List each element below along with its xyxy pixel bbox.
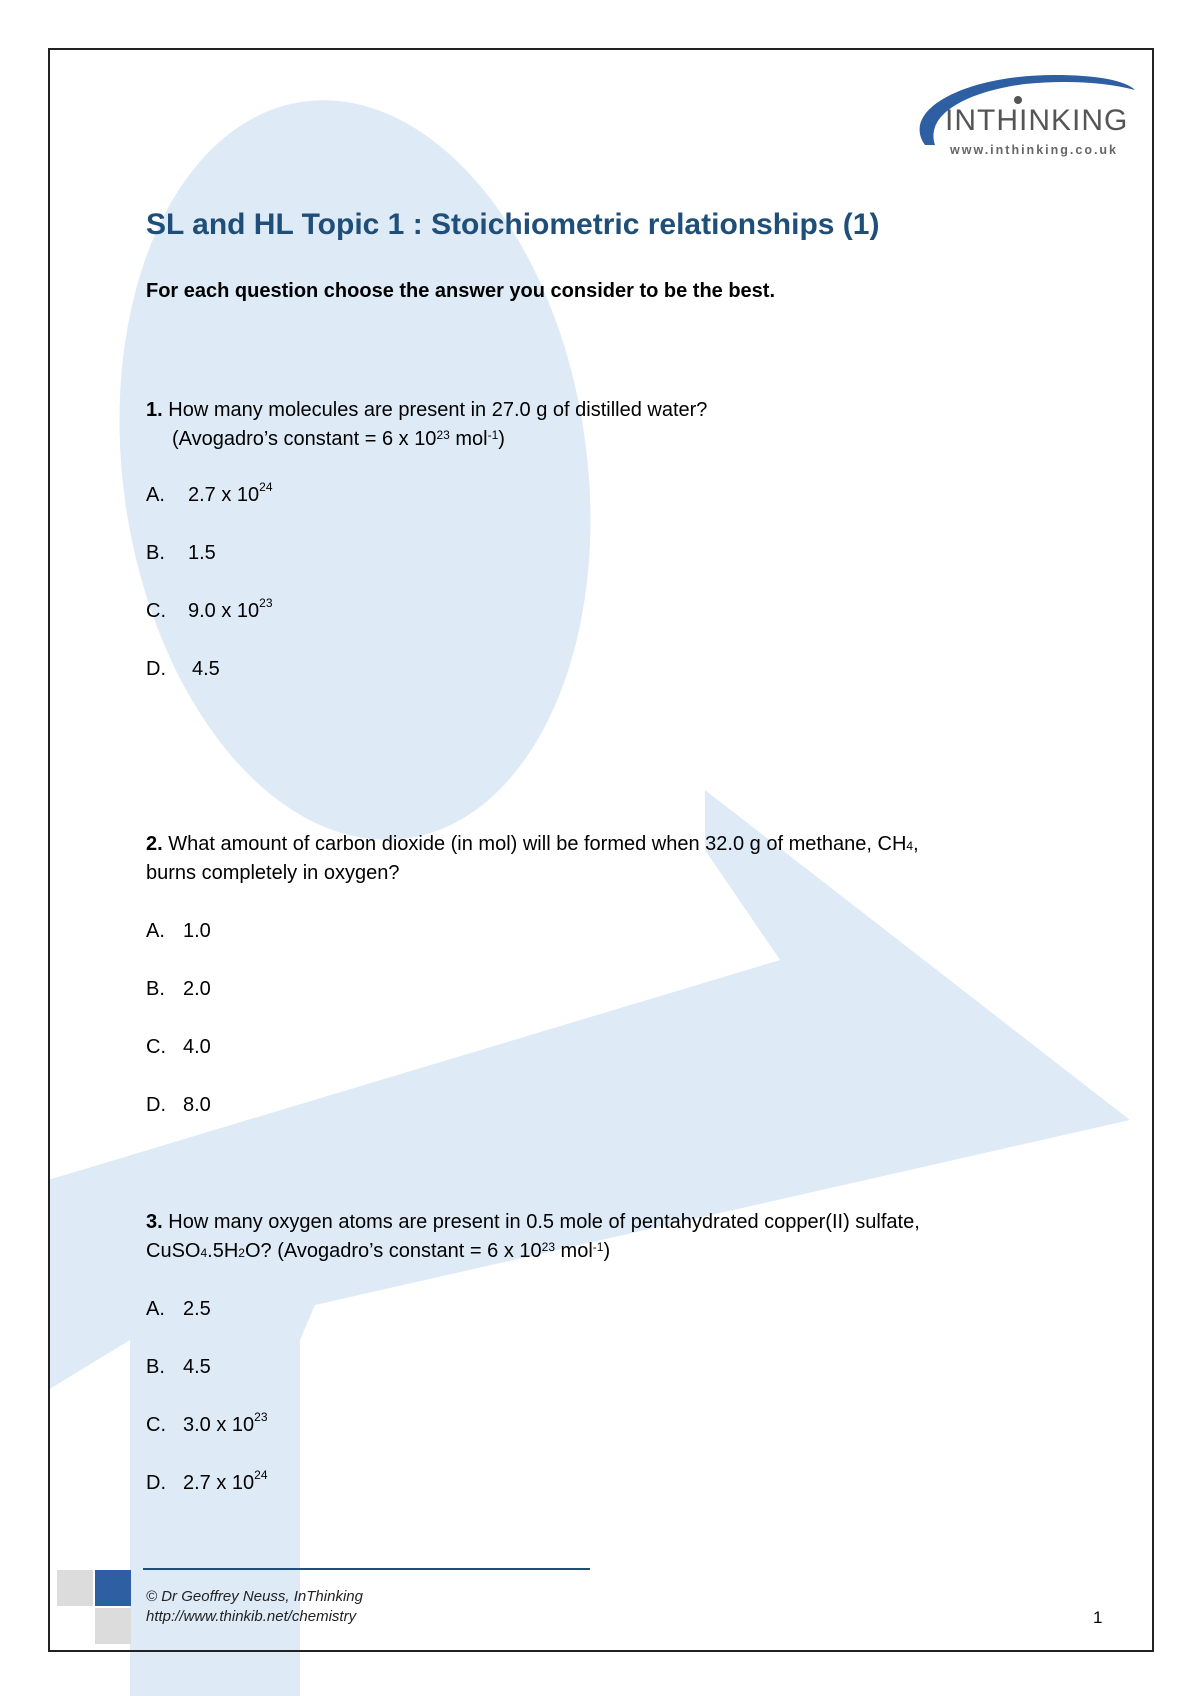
page-number: 1 bbox=[1093, 1608, 1103, 1627]
question-text: How many molecules are present in 27.0 g of distilled water? bbox=[168, 399, 708, 421]
q1-option-d[interactable]: D. 4.5 bbox=[146, 658, 220, 680]
question-text-line2: burns completely in oxygen? bbox=[146, 862, 400, 884]
q2-option-a[interactable]: A. 1.0 bbox=[146, 920, 211, 942]
question-text-line2: (Avogadro’s constant = 6 x $10^{23}$ mol$^{-1}$) bbox=[172, 428, 505, 450]
q1-option-c[interactable]: C. 9.0 x $10^{23}$ bbox=[146, 596, 273, 622]
question-text: What amount of carbon dioxide (in mol) will be formed when 32.0 g of methane, $CH_4$, bbox=[168, 833, 919, 855]
q1-option-a[interactable]: A. 2.7 x $10^{24}$ bbox=[146, 480, 273, 506]
question-number: 1. bbox=[146, 399, 163, 421]
logo-url: www.inthinking.co.uk bbox=[950, 143, 1119, 157]
question-number: 3. bbox=[146, 1211, 163, 1233]
q3-option-c[interactable]: C. 3.0 x $10^{23}$ bbox=[146, 1410, 268, 1436]
footer-author: © Dr Geoffrey Neuss, InThinking bbox=[146, 1588, 363, 1605]
q3-option-a[interactable]: A. 2.5 bbox=[146, 1298, 211, 1320]
q1-option-b[interactable]: B. 1.5 bbox=[146, 542, 216, 564]
footer-square-blue bbox=[95, 1570, 131, 1606]
q2-option-c[interactable]: C. 4.0 bbox=[146, 1036, 211, 1058]
page-title: SL and HL Topic 1 : Stoichiometric relationships (1) bbox=[146, 208, 880, 241]
q3-option-d[interactable]: D. 2.7 x $10^{24}$ bbox=[146, 1468, 268, 1494]
logo-wordmark: INTHINKING bbox=[945, 104, 1129, 137]
footer-credit bbox=[146, 1587, 363, 1627]
question-3 bbox=[146, 1208, 920, 1266]
instruction-text: For each question choose the answer you consider to be the best. bbox=[146, 280, 776, 302]
q2-option-b[interactable]: B. 2.0 bbox=[146, 978, 211, 1000]
question-text-line2: $CuSO_4.5H_2O$? (Avogadro’s constant = 6 x $10^{23}$ mol$^{-1}$) bbox=[146, 1240, 611, 1262]
footer-url[interactable]: http://www.thinkib.net/chemistry bbox=[146, 1608, 357, 1625]
question-number: 2. bbox=[146, 833, 163, 855]
footer-square-grey bbox=[57, 1570, 93, 1606]
question-2 bbox=[146, 830, 919, 888]
question-1 bbox=[146, 396, 707, 454]
footer-rule bbox=[143, 1568, 590, 1570]
q3-option-b[interactable]: B. 4.5 bbox=[146, 1356, 211, 1378]
q2-option-d[interactable]: D. 8.0 bbox=[146, 1094, 211, 1116]
question-text: How many oxygen atoms are present in 0.5 mole of pentahydrated copper(II) sulfate, bbox=[168, 1211, 920, 1233]
footer-square-grey-2 bbox=[95, 1608, 131, 1644]
